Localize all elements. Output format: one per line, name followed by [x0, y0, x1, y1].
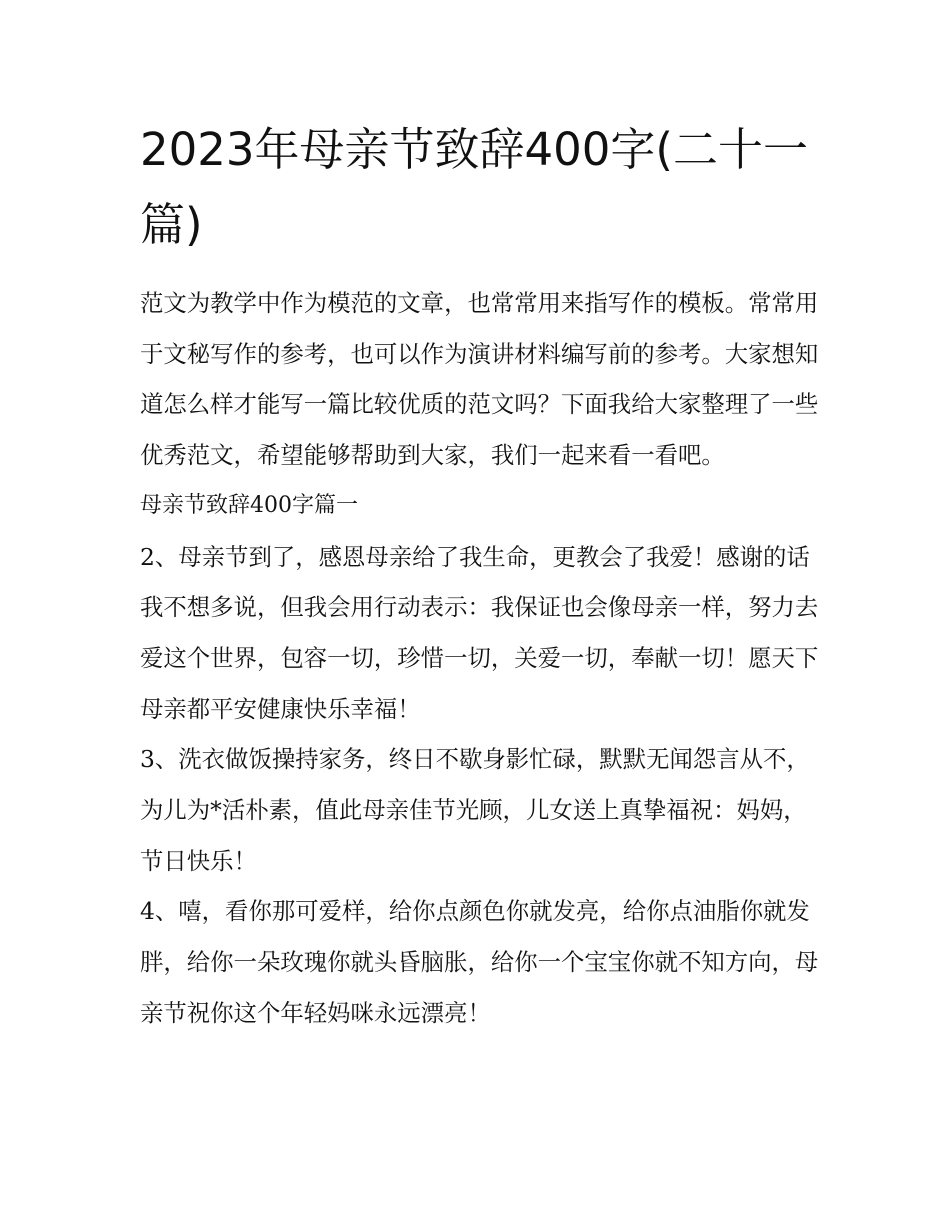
- document-body: [140, 278, 820, 1039]
- paragraph-item: 3、洗衣做饭操持家务，终日不歇身影忙碌，默默无闻怨言从不，为儿为*活朴素，值此母亲佳节光顾，儿女送上真挚福祝：妈妈，节日快乐！: [140, 745, 810, 875]
- intro-paragraph: 范文为教学中作为模范的文章，也常常用来指写作的模板。常常用于文秘写作的参考，也可以作为演讲材料编写前的参考。大家想知道怎么样才能写一篇比较优质的范文吗？下面我给大家整理了一些优秀范文，希望能够帮助到大家，我们一起来看一看吧。: [140, 289, 819, 470]
- paragraph-item: 2、母亲节到了，感恩母亲给了我生命，更教会了我爱！感谢的话我不想多说，但我会用行动表示：我保证也会像母亲一样，努力去爱这个世界，包容一切，珍惜一切，关爱一切，奉献一切！愿天下母亲都平安健康快乐幸福！: [140, 542, 819, 723]
- paragraph-item: 4、嘻，看你那可爱样，给你点颜色你就发亮，给你点油脂你就发胖，给你一朵玫瑰你就头昏脑胀，给你一个宝宝你就不知方向，母亲节祝你这个年轻妈咪永远漂亮！: [140, 897, 819, 1027]
- section-heading: 母亲节致辞400字篇一: [140, 492, 358, 518]
- document-title: 2023年母亲节致辞400字(二十一篇): [140, 123, 808, 251]
